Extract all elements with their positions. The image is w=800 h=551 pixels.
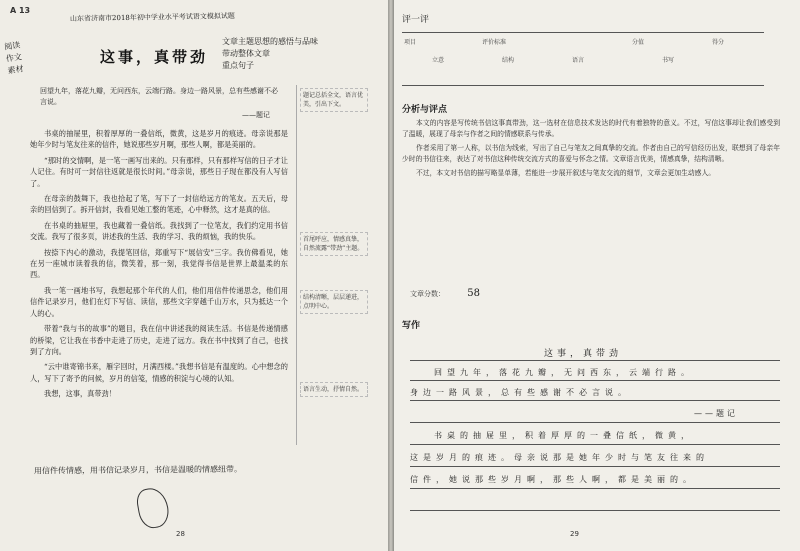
- essay-body: [30, 128, 288, 404]
- page-number: 29: [570, 530, 579, 538]
- analysis-paragraph: 作者采用了第一人称，以书信为线索，写出了自己与笔友之间真挚的交流。作者由自己的写信经历出发，联想到了母亲年少时的书信往来，表达了对书信这种传统交流方式的喜爱与怀念之情。文章语言优美，情感真挚，结构清晰。: [402, 144, 780, 163]
- teacher-score: [410, 288, 480, 299]
- page-number: 28: [176, 530, 185, 538]
- margin-note: 首尾呼应，情感真挚，自然流露“带劲”主题。: [300, 232, 368, 256]
- table-header: 分值: [632, 39, 645, 46]
- ruled-line: [410, 510, 780, 511]
- handwritten-line: 信件，她说那些岁月啊，那些人啊，都是美丽的。: [410, 475, 696, 484]
- paragraph: “云中谁寄锦书来，雁字回时，月满西楼。”我想书信是有温度的。心中想念的人，写下了寄予的问候，岁月的信笺，情感的积淀与心境的认知。: [30, 362, 288, 383]
- ruled-line: [410, 400, 780, 401]
- margin-note: 语言生动，抒情自然。: [300, 382, 368, 397]
- handwritten-line: ——题记: [694, 409, 738, 418]
- ruled-line: [410, 422, 780, 423]
- table-header: 项目: [404, 39, 417, 46]
- paragraph: 按捺下内心的激动，我提笔回信，郑重写下“展信安”三字。我仿佛看见，她在另一座城市读着我的信，微笑着，那一刻，我觉得书信是世界上最温柔的东西。: [30, 247, 288, 280]
- ruled-line: [410, 360, 780, 361]
- score-value: 58: [467, 288, 480, 299]
- margin-note: 结构清晰，层层递进，点明中心。: [300, 290, 368, 314]
- corner-label: A 13: [10, 6, 31, 15]
- left-page: [0, 0, 388, 551]
- hw-note-line: 带动整体文章: [222, 49, 270, 58]
- paragraph: 我一笔一画地书写，我想起那个年代的人们，他们用信件传递思念，他们用信件记录岁月，他们在灯下写信、读信，那些文字穿越千山万水，只为抵达一个人的心。: [30, 285, 288, 318]
- paragraph: 带着“我与书的故事”的题目，我在信中讲述我的阅读生活。书信是传递情感的桥梁，它让我在书香中走进了历史，走进了远方。我在书中找到了自己，也找到了方向。: [30, 324, 288, 356]
- margin-scribble: 阅读作文素材: [3, 40, 25, 76]
- handwritten-line: 书桌的抽屉里，积着厚厚的一叠信纸，微黄，: [434, 431, 694, 440]
- section-title-analysis: 分析与评点: [402, 105, 448, 115]
- right-page: [394, 0, 800, 551]
- header-scribble: 山东省济南市2018年初中学业水平考试语文模拟试题: [69, 12, 235, 23]
- analysis-text: [402, 118, 780, 182]
- paragraph: 在母亲的鼓舞下，我也拾起了笔，写下了一封信给远方的笔友。五天后，母亲的回信到了。拆开信封，我看见她工整的笔迹，心中释然，这才是真的信。: [30, 194, 288, 215]
- score-label: 文章分数：: [410, 290, 445, 298]
- handwritten-note-topright: [222, 36, 332, 72]
- handwritten-line: 回望九年，落花九瓣，无问西东，云端行路。: [434, 368, 694, 377]
- section-title-evaluate: 评一评: [402, 15, 430, 25]
- table-cell: 结构: [502, 57, 515, 64]
- analysis-paragraph: 本文的内容是写传统书信这事真带劲，这一选材在信息技术发达的时代有着独特的意义。不过，写信这事却让我们感受到了温暖，展现了母亲与作者之间的情感联系与传承。: [402, 119, 780, 138]
- hw-note-line: 重点句子: [222, 61, 254, 70]
- table-cell: 立意: [432, 57, 445, 64]
- essay-title: 这事，真带劲: [100, 48, 209, 66]
- margin-divider: [296, 85, 297, 445]
- epigraph-author: ——题记: [242, 111, 270, 119]
- ruled-line: [410, 488, 780, 489]
- ruled-line: [410, 444, 780, 445]
- margin-note: 题记总括全文，语言优美，引出下文。: [300, 88, 368, 112]
- ruled-line: [410, 466, 780, 467]
- table-cell: 书写: [662, 57, 675, 64]
- table-cell: 语言: [572, 57, 585, 64]
- handwritten-line: 这是岁月的痕迹。母亲说那是她年少时与笔友往来的: [410, 453, 709, 462]
- analysis-paragraph: 不过，本文对书信的描写略显单薄，若能进一步展开叙述与笔友交流的细节，文章会更加生动感人。: [416, 169, 716, 177]
- paragraph: 书桌的抽屉里，积着厚厚的一叠信纸，微黄，这是岁月的痕迹。母亲说那是她年少时与笔友往来的信件，她说那些岁月啊，那些人啊，都是美丽的。: [30, 129, 288, 150]
- bottom-scribble: 用信件传情感，用书信记录岁月，书信是温暖的情感纽带。: [33, 464, 243, 476]
- paragraph: 在书桌的抽屉里，我也藏着一叠信纸。我找到了一位笔友，我们约定用书信交流。我写了很多页，讲述我的生活、我的学习、我的烦恼，我的快乐。: [30, 220, 288, 242]
- table-header: 得分: [712, 39, 725, 46]
- section-title-writing: 写作: [402, 321, 421, 331]
- table-header: 评价标准: [482, 39, 507, 46]
- evaluation-table: [402, 32, 764, 86]
- handwritten-title: 这事，真带劲: [544, 349, 623, 359]
- ruled-line: [410, 380, 780, 381]
- hw-note-line: 文章主题思想的感悟与品味: [222, 37, 318, 46]
- paragraph: “那时的交情啊，是一笔一画写出来的。只有那样，只有那样写信的日子才让人记住。有时可一封信往返就是很长时间。”母亲说，那些日子现在都没有人写信了。: [30, 155, 288, 188]
- epigraph: 回望九年，落花九瓣，无问西东，云端行路。身边一路风景，总有些感谢不必言说。: [40, 87, 278, 106]
- paragraph: 我想，这事，真带劲！: [44, 389, 116, 399]
- handwritten-line: 身边一路风景，总有些感谢不必言说。: [410, 388, 631, 397]
- signature-scribble: [135, 486, 171, 531]
